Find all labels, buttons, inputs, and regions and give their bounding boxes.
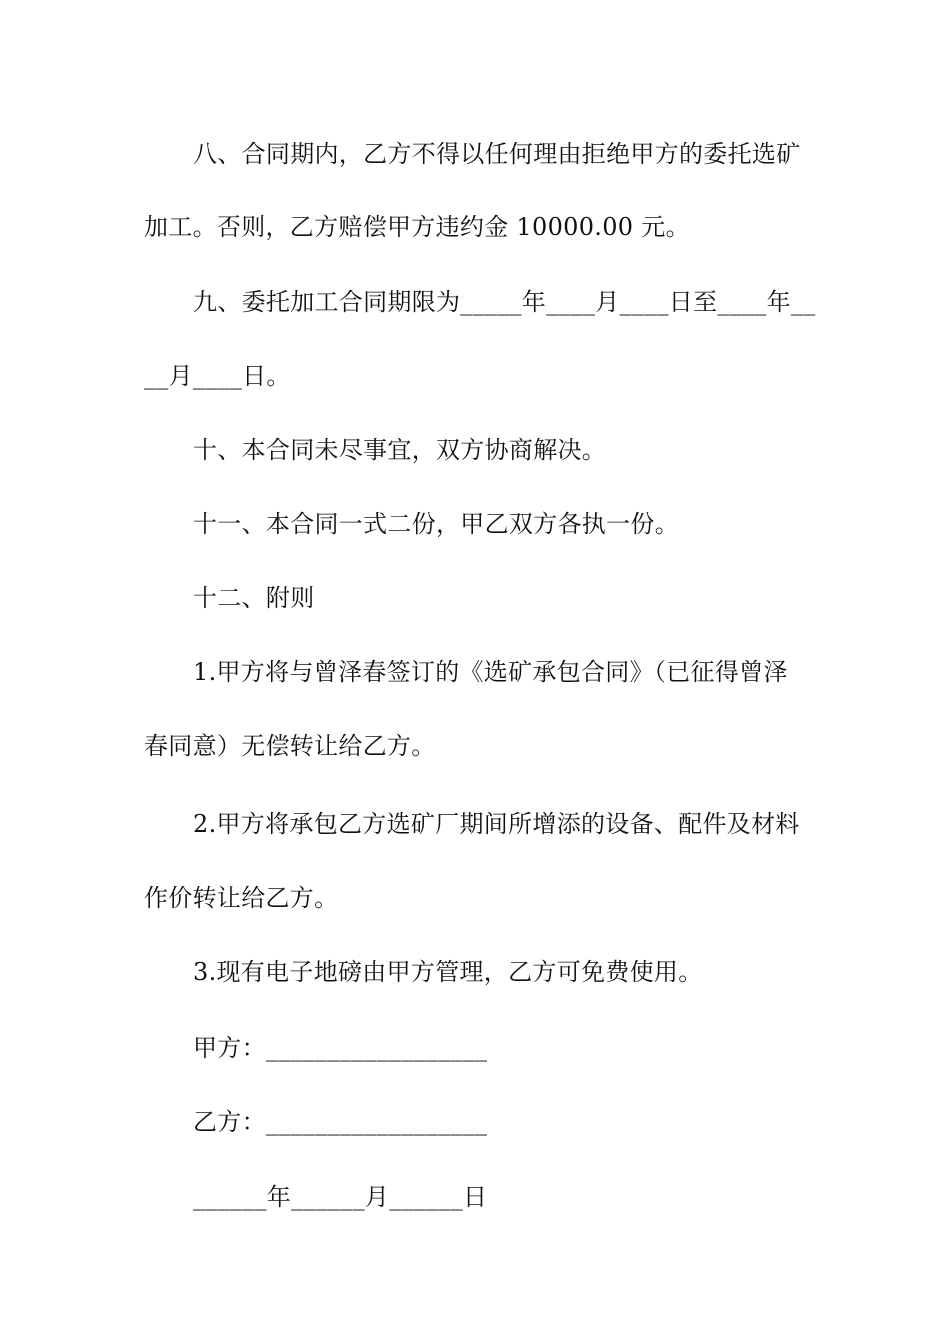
clause-8-line-2: 加工。否则，乙方赔偿甲方违约金 10000.00 元。	[144, 213, 690, 241]
party-b-signature-line: 乙方：__________________	[193, 1108, 488, 1136]
date-line: ______年______月______日	[193, 1183, 488, 1211]
appendix-item-1-line-1: 1.甲方将与曾泽春签订的《选矿承包合同》（已征得曾泽	[193, 658, 788, 686]
clause-9-line-2: __月____日。	[144, 362, 291, 390]
clause-9-line-1: 九、委托加工合同期限为_____年____月____日至____年__	[193, 288, 816, 316]
party-a-signature-line: 甲方：__________________	[193, 1034, 488, 1062]
clause-12-heading: 十二、附则	[193, 584, 315, 612]
appendix-item-2-line-2: 作价转让给乙方。	[144, 884, 339, 912]
clause-10: 十、本合同未尽事宜，双方协商解决。	[193, 436, 607, 464]
appendix-item-1-line-2: 春同意）无偿转让给乙方。	[144, 732, 436, 760]
clause-11: 十一、本合同一式二份，甲乙双方各执一份。	[193, 510, 679, 538]
clause-8-line-1: 八、合同期内，乙方不得以任何理由拒绝甲方的委托选矿	[193, 140, 801, 168]
appendix-item-3: 3.现有电子地磅由甲方管理，乙方可免费使用。	[193, 958, 703, 986]
appendix-item-2-line-1: 2.甲方将承包乙方选矿厂期间所增添的设备、配件及材料	[193, 810, 800, 838]
